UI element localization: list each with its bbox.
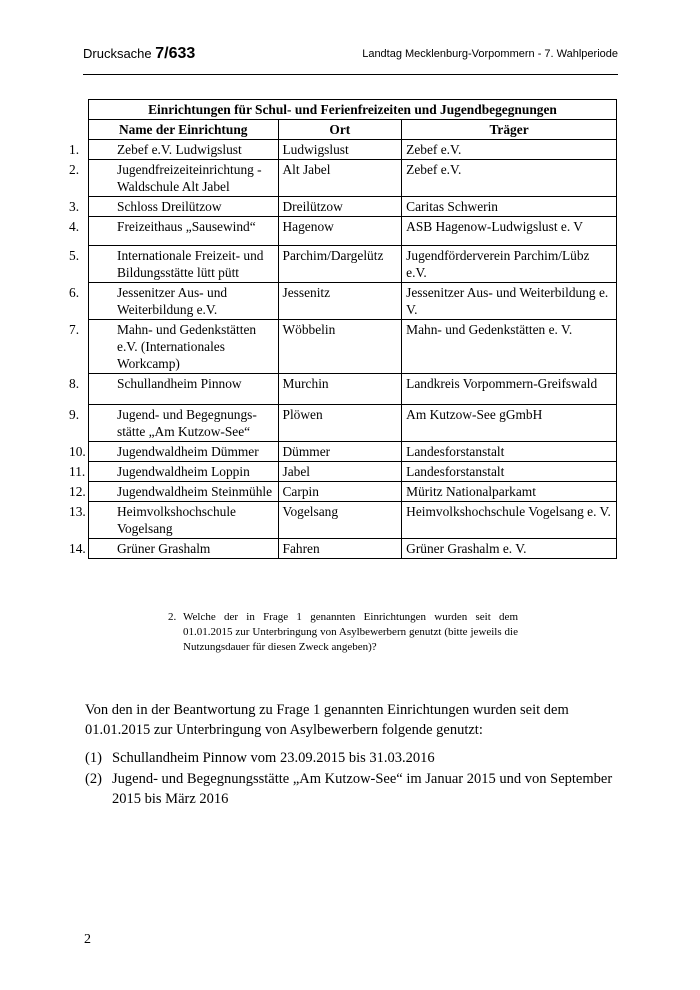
row-number: 4. <box>69 219 80 234</box>
row-number: 2. <box>69 162 80 177</box>
facility-name: Jugendwaldheim Steinmühle <box>117 484 273 499</box>
table-row <box>89 482 617 502</box>
question-text: Welche der in Frage 1 genannten Einrichtungen wurden seit dem 01.01.2015 zur Unterbringung von Asylbewerbern genutzt (bitte jeweils die Nutzungsdauer für diesen Zweck angeben)? <box>183 611 518 653</box>
table-row <box>89 197 617 217</box>
cell-name <box>69 405 279 442</box>
cell-name <box>69 246 279 283</box>
facility-name: Grüner Grashalm <box>117 541 211 556</box>
cell-location: Plöwen <box>278 405 402 442</box>
cell-operator: Zebef e.V. <box>402 160 617 197</box>
cell-name <box>69 160 279 197</box>
cell-operator: Landesforstanstalt <box>402 462 617 482</box>
column-header-name: Name der Einrichtung <box>89 120 279 140</box>
row-number: 7. <box>69 322 80 337</box>
facility-name: Jugendwaldheim Loppin <box>117 464 250 479</box>
cell-location: Dreilützow <box>278 197 402 217</box>
page-header <box>83 40 618 75</box>
table-row <box>89 442 617 462</box>
table-row <box>89 405 617 442</box>
cell-operator: ASB Hagenow-Ludwigslust e. V <box>402 217 617 246</box>
table-row <box>89 160 617 197</box>
cell-name <box>69 320 279 374</box>
cell-location: Dümmer <box>278 442 402 462</box>
facility-name: Jessenitzer Aus- und Weiterbildung e.V. <box>117 285 228 317</box>
cell-operator: Landkreis Vorpommern-Greifswald <box>402 374 617 405</box>
facility-name: Internationale Freizeit- und Bildungsstätte lütt pütt <box>117 248 264 280</box>
cell-location: Parchim/Dargelütz <box>278 246 402 283</box>
question-2 <box>168 610 518 655</box>
answer-item-number: (2) <box>85 771 102 787</box>
table-row <box>89 320 617 374</box>
row-number: 12. <box>69 484 86 499</box>
facility-name: Freizeithaus „Sausewind“ <box>117 219 256 234</box>
cell-location: Ludwigslust <box>278 140 402 160</box>
answer-item-number: (1) <box>85 750 102 766</box>
facility-name: Zebef e.V. Ludwigslust <box>117 142 242 157</box>
cell-operator: Zebef e.V. <box>402 140 617 160</box>
cell-name <box>69 374 279 405</box>
column-header-operator: Träger <box>402 120 617 140</box>
answer-item <box>85 748 620 768</box>
question-number: 2. <box>168 611 177 623</box>
cell-location: Murchin <box>278 374 402 405</box>
cell-operator: Grüner Grashalm e. V. <box>402 539 617 559</box>
cell-name <box>69 462 279 482</box>
row-number: 6. <box>69 285 80 300</box>
document-number <box>83 45 195 63</box>
cell-operator: Caritas Schwerin <box>402 197 617 217</box>
cell-location: Wöbbelin <box>278 320 402 374</box>
cell-operator: Jugendförderverein Parchim/Lübz e.V. <box>402 246 617 283</box>
document-number-value: 7/633 <box>155 45 196 62</box>
row-number: 9. <box>69 407 80 422</box>
cell-name <box>69 197 279 217</box>
page-number: 2 <box>84 932 91 947</box>
cell-operator: Mahn- und Gedenkstätten e. V. <box>402 320 617 374</box>
row-number: 13. <box>69 504 86 519</box>
row-number: 14. <box>69 541 86 556</box>
answer-intro: Von den in der Beantwortung zu Frage 1 genannten Einrichtungen wurden seit dem 01.01.2015 zur Unterbringung von Asylbewerbern folgende genutzt: <box>85 702 569 738</box>
cell-name <box>69 502 279 539</box>
answer-item <box>85 769 620 809</box>
row-number: 5. <box>69 248 80 263</box>
cell-name <box>69 283 279 320</box>
facility-name: Schloss Dreilützow <box>117 199 222 214</box>
cell-operator: Heimvolkshochschule Vogelsang e. V. <box>402 502 617 539</box>
cell-location: Alt Jabel <box>278 160 402 197</box>
table-row <box>89 539 617 559</box>
answer-item-text: Schullandheim Pinnow vom 23.09.2015 bis 31.03.2016 <box>112 750 435 766</box>
table-row <box>89 217 617 246</box>
facility-name: Jugend- und Begegnungs-stätte „Am Kutzow-See“ <box>117 407 257 439</box>
facility-name: Jugendfreizeiteinrichtung - Waldschule Alt Jabel <box>117 162 262 194</box>
cell-location: Carpin <box>278 482 402 502</box>
cell-name <box>69 442 279 462</box>
cell-name <box>69 140 279 160</box>
table-body <box>69 140 617 559</box>
row-number: 11. <box>69 464 86 479</box>
table-title: Einrichtungen für Schul- und Ferienfreizeiten und Jugendbegegnungen <box>89 100 617 120</box>
cell-location: Vogelsang <box>278 502 402 539</box>
table-row <box>89 374 617 405</box>
row-number: 1. <box>69 142 80 157</box>
row-number: 10. <box>69 444 86 459</box>
row-number: 3. <box>69 199 80 214</box>
cell-location: Jabel <box>278 462 402 482</box>
row-number: 8. <box>69 376 80 391</box>
table-row <box>89 283 617 320</box>
table-row <box>89 502 617 539</box>
cell-name <box>69 217 279 246</box>
cell-operator: Müritz Nationalparkamt <box>402 482 617 502</box>
facility-name: Schullandheim Pinnow <box>117 376 242 391</box>
facility-name: Heimvolkshochschule Vogelsang <box>117 504 237 536</box>
cell-operator: Jessenitzer Aus- und Weiterbildung e. V. <box>402 283 617 320</box>
cell-location: Hagenow <box>278 217 402 246</box>
table-row <box>89 140 617 160</box>
facility-name: Mahn- und Gedenkstätten e.V. (Internationales Workcamp) <box>117 322 257 371</box>
cell-operator: Landesforstanstalt <box>402 442 617 462</box>
cell-location: Jessenitz <box>278 283 402 320</box>
document-label: Drucksache <box>83 46 156 61</box>
cell-name <box>69 539 279 559</box>
cell-operator: Am Kutzow-See gGmbH <box>402 405 617 442</box>
cell-name <box>69 482 279 502</box>
facility-name: Jugendwaldheim Dümmer <box>117 444 259 459</box>
facilities-table <box>69 99 617 559</box>
answer-item-text: Jugend- und Begegnungsstätte „Am Kutzow-See“ im Januar 2015 und von September 2015 bis März 2016 <box>112 771 613 807</box>
answer-list <box>85 748 620 810</box>
cell-location: Fahren <box>278 539 402 559</box>
table-row <box>89 462 617 482</box>
parliament-period: Landtag Mecklenburg-Vorpommern - 7. Wahlperiode <box>362 48 618 60</box>
table-row <box>89 246 617 283</box>
column-header-location: Ort <box>278 120 402 140</box>
